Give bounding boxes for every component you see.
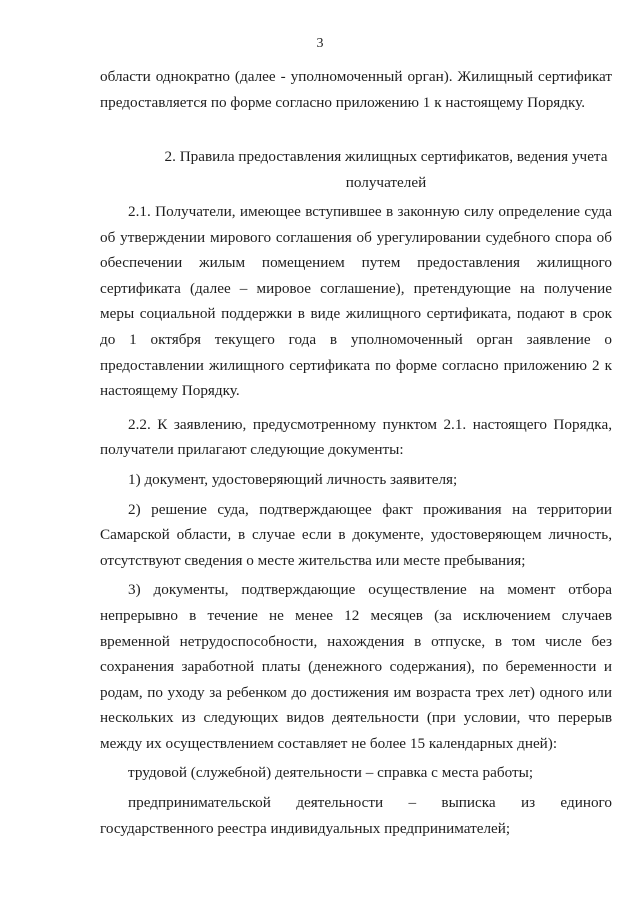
- text-block-top: [100, 64, 612, 115]
- section-heading-block: [100, 144, 612, 195]
- list-item-3: 3) документы, подтверждающие осуществление на момент отбора непрерывно в течение не менее 12 месяцев (за исключением случаев временной нетрудоспособности, нахождения в отпуске, в том числе без сохранения заработной платы (денежного содержания), по беременности и родам, по уходу за ребенком до достижения им возраста трех лет) одного или нескольких из следующих видов деятельности (при условии, что перерыв между их осуществлением составляет не более 15 календарных дней):: [100, 581, 612, 752]
- page-number: 3: [316, 36, 324, 51]
- paragraph-2-2: 2.2. К заявлению, предусмотренному пунктом 2.1. настоящего Порядка, получатели прилагают следующие документы:: [100, 415, 612, 459]
- activity-labor: трудовой (служебной) деятельности – справка с места работы;: [128, 764, 534, 782]
- list-item-2: 2) решение суда, подтверждающее факт проживания на территории Самарской области, в случае если в документе, удостоверяющем личность, отсутствуют сведения о месте жительства или месте пребывания;: [100, 500, 612, 569]
- activity-entrepreneurial: предпринимательской деятельности – выписка из единого государственного реестра индивидуальных предпринимателей;: [100, 794, 612, 837]
- paragraph-continuation: области однократно (далее - уполномоченный орган). Жилищный сертификат предоставляется по форме согласно приложению 1 к настоящему Порядку.: [100, 68, 612, 111]
- section-heading: 2. Правила предоставления жилищных сертификатов, ведения учета получателей: [164, 148, 608, 191]
- paragraph-2-1: 2.1. Получатели, имеющее вступившее в законную силу определение суда об утверждении мирового соглашения об урегулировании судебного спора об обеспечении жилым помещением путем предоставления жилищного сертификата (далее – мировое соглашение), претендующие на получение меры социальной поддержки в виде жилищного сертификата, подают в срок до 1 октября текущего года в уполномоченный орган заявление о предоставлении жилищного сертификата по форме согласно приложению 2 к настоящему Порядку.: [100, 203, 612, 400]
- text-block-body: [100, 199, 612, 841]
- list-item-1: 1) документ, удостоверяющий личность заявителя;: [128, 470, 458, 488]
